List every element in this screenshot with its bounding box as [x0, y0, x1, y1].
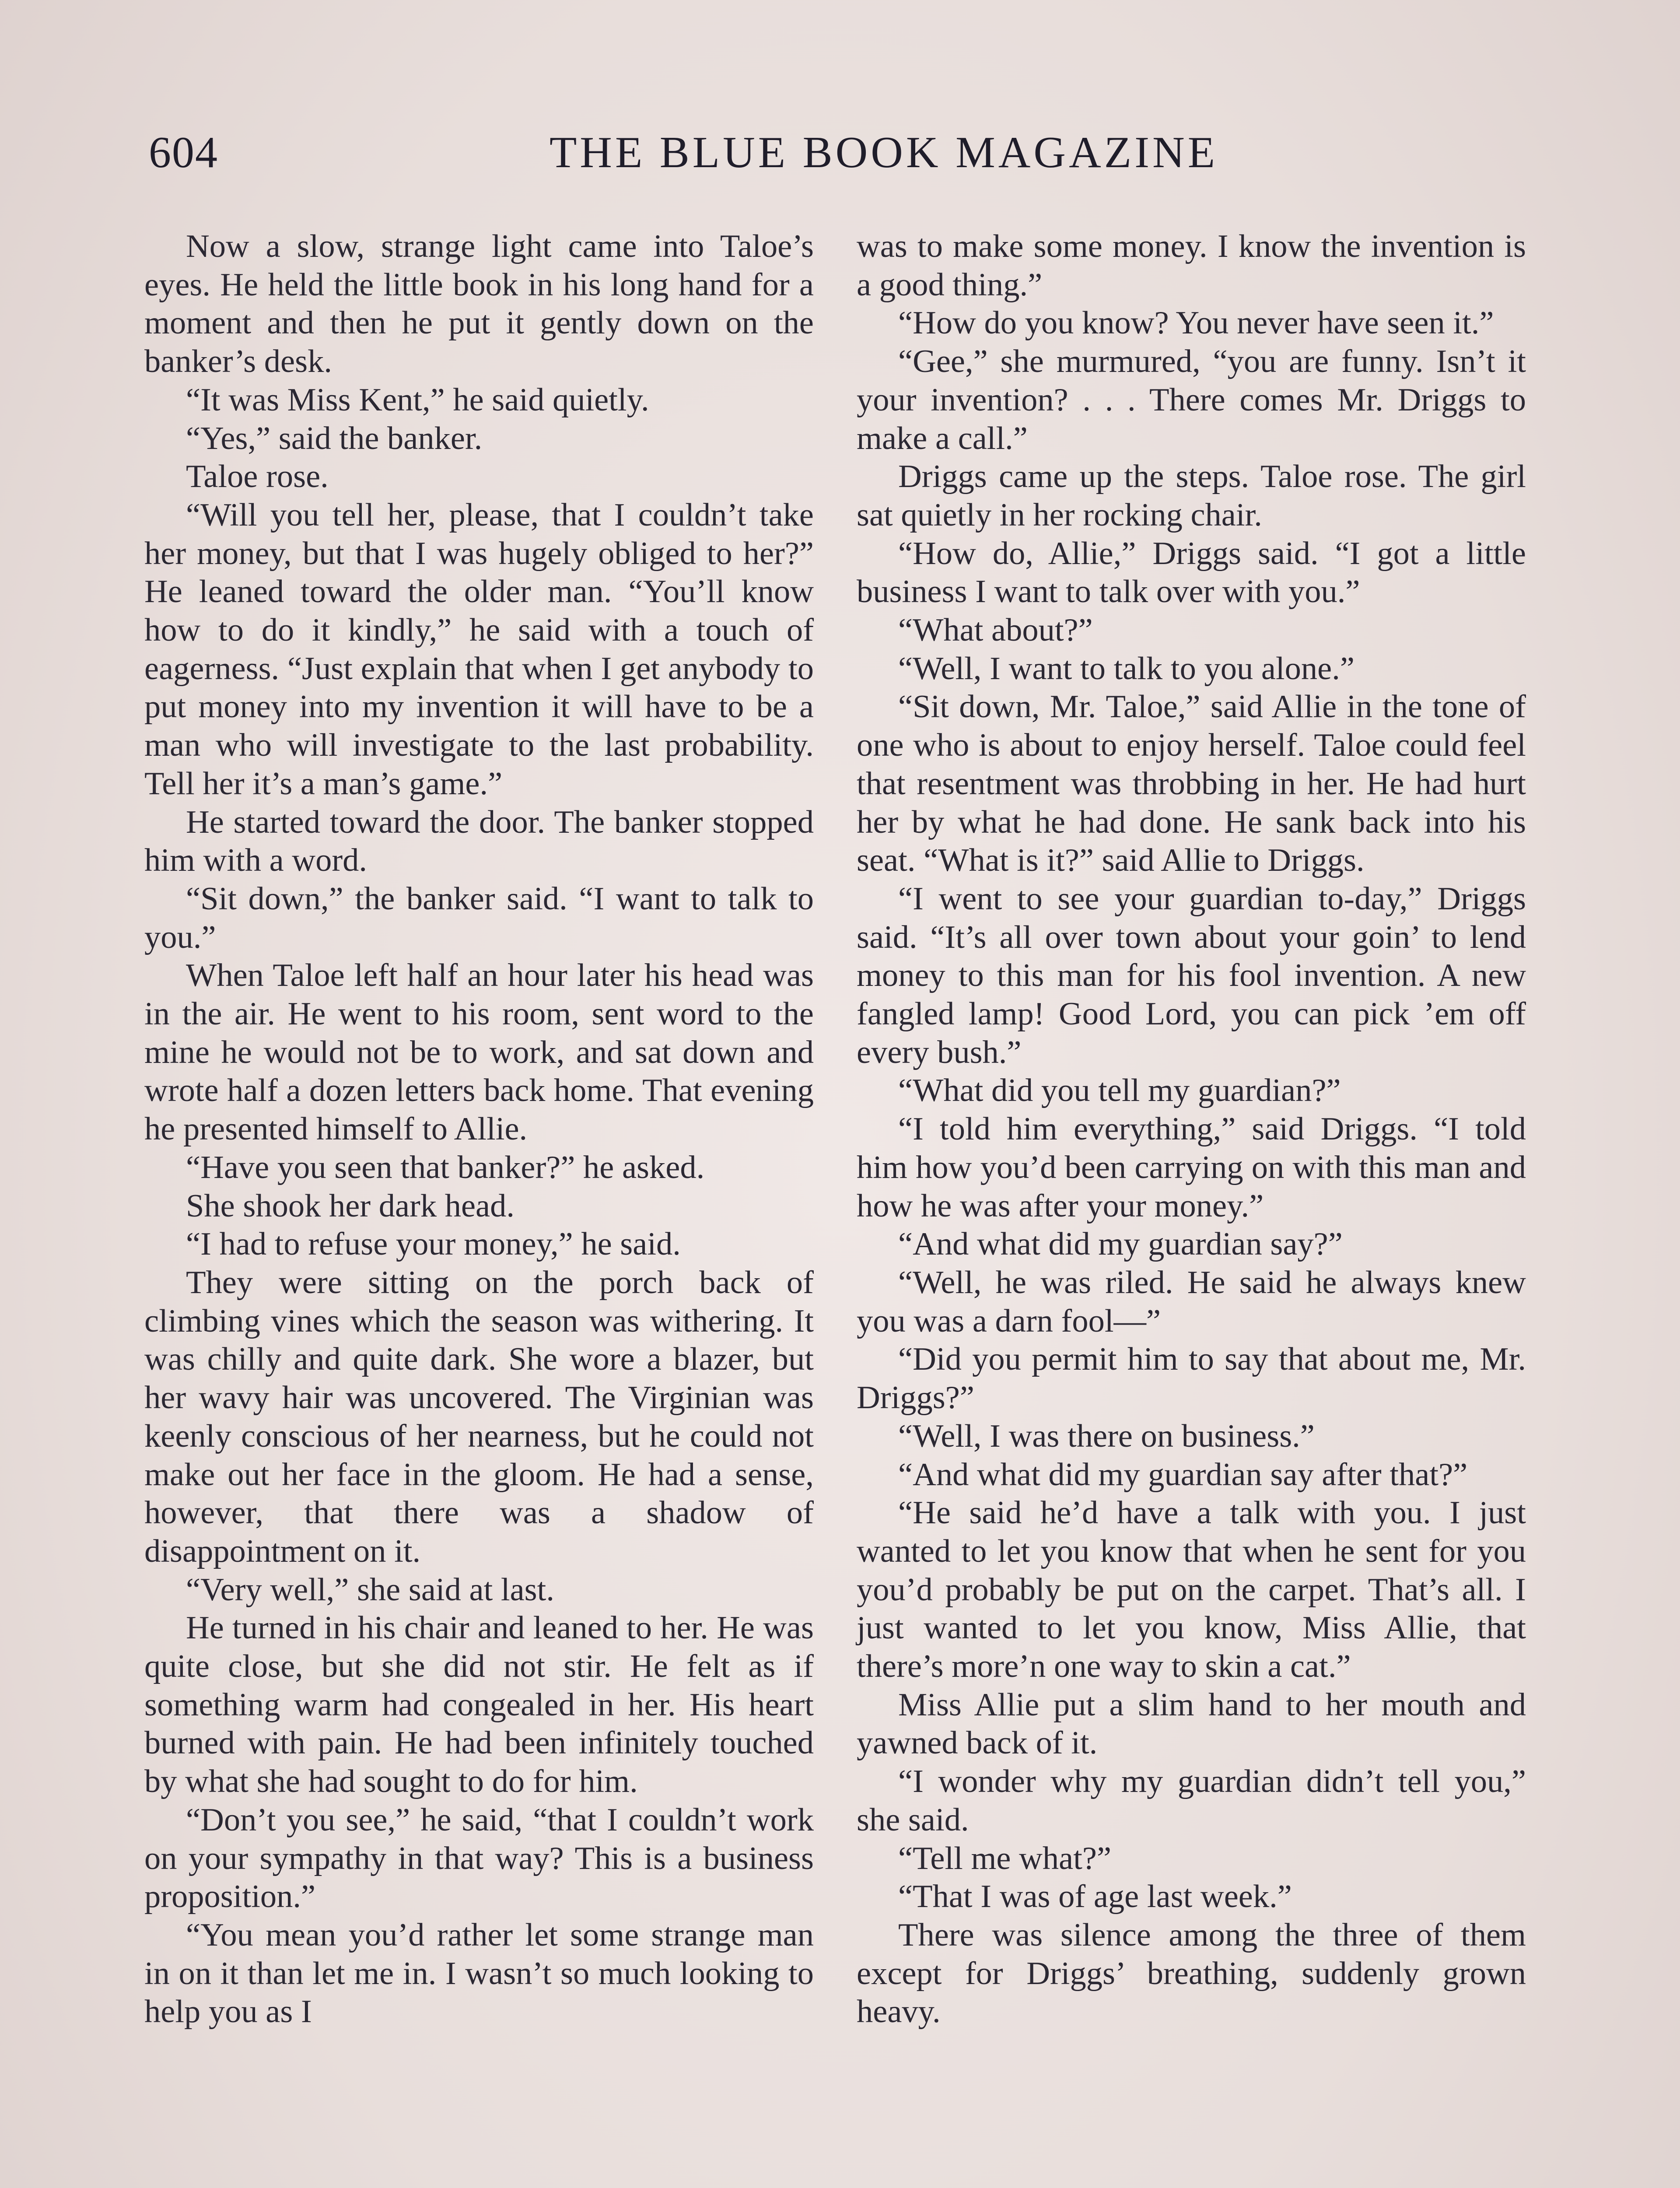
paragraph: Now a slow, strange light came into Taloe’s eyes. He held the little book in his long hand for a moment and then he put it gently down on the banker’s desk.: [144, 228, 814, 380]
paragraph: He started toward the door. The banker stopped him with a word.: [144, 804, 814, 879]
paragraph: There was silence among the three of them except for Driggs’ breathing, suddenly grown heavy.: [857, 1917, 1526, 2030]
page-number: 604: [149, 128, 218, 177]
paragraph: Driggs came up the steps. Taloe rose. The girl sat quietly in her rocking chair.: [857, 459, 1526, 533]
paragraph: “I went to see your guardian to-day,” Driggs said. “It’s all over town about your goin’ to lend money to this man for his fool invention. A new fangled lamp! Good Lord, you can pick ’em off every bush.”: [857, 880, 1526, 1070]
paragraph: She shook her dark head.: [186, 1188, 515, 1224]
paragraph: “And what did my guardian say after that?”: [898, 1456, 1468, 1493]
paragraph: “And what did my guardian say?”: [898, 1226, 1343, 1262]
paragraph: When Taloe left half an hour later his head was in the air. He went to his room, sent word to the mine he would not be to work, and sat down and wrote half a dozen letters back home. That evening he presented himself to Allie.: [144, 957, 814, 1147]
paragraph: “Well, I want to talk to you alone.”: [898, 650, 1354, 687]
running-title: THE BLUE BOOK MAGAZINE: [549, 128, 1218, 177]
paragraph: “How do, Allie,” Driggs said. “I got a little business I want to talk over with you.”: [857, 535, 1526, 610]
paragraph: “Very well,” she said at last.: [186, 1571, 554, 1608]
paragraph: “I had to refuse your money,” he said.: [186, 1226, 681, 1262]
paragraph: “He said he’d have a talk with you. I just wanted to let you know that when he sent for you you’d probably be put on the carpet. That’s all. I just wanted to let you know, Miss Allie, that there’s more’n one way to skin a cat.”: [857, 1495, 1526, 1685]
paragraph: “You mean you’d rather let some strange man in on it than let me in. I wasn’t so much looking to help you as I: [144, 1917, 814, 2030]
paragraph: Taloe rose.: [186, 459, 329, 495]
paragraph: “I wonder why my guardian didn’t tell you,” she said.: [857, 1764, 1526, 1838]
paragraph: “Tell me what?”: [898, 1840, 1112, 1876]
paragraph: “That I was of age last week.”: [898, 1879, 1292, 1915]
paragraph: “Sit down, Mr. Taloe,” said Allie in the tone of one who is about to enjoy herself. Taloe could feel that resentment was throbbing in her. He had hurt her by what he had done. He sank back into his seat. “What is it?” said Allie to Driggs.: [857, 689, 1526, 879]
paragraph: “Have you seen that banker?” he asked.: [186, 1149, 705, 1185]
paragraph: was to make some money. I know the invention is a good thing.”: [857, 228, 1526, 303]
paragraph: “Well, he was riled. He said he always knew you was a darn fool—”: [857, 1264, 1526, 1339]
paragraph: “I told him everything,” said Driggs. “I told him how you’d been carrying on with this man and how he was after your money.”: [857, 1111, 1526, 1224]
paragraph: They were sitting on the porch back of climbing vines which the season was withering. It was chilly and quite dark. She wore a blazer, but her wavy hair was uncovered. The Virginian was keenly conscious of her nearness, but he could not make out her face in the gloom. He had a sense, however, that there was a shadow of disappointment on it.: [144, 1264, 814, 1569]
paragraph: “How do you know? You never have seen it.”: [898, 305, 1494, 341]
right-text-column: [857, 228, 1526, 2031]
paragraph: “Well, I was there on business.”: [898, 1418, 1315, 1454]
paragraph: Miss Allie put a slim hand to her mouth and yawned back of it.: [857, 1687, 1526, 1761]
paragraph: “Sit down,” the banker said. “I want to talk to you.”: [144, 880, 814, 955]
paragraph: “Will you tell her, please, that I couldn’t take her money, but that I was hugely obliged to her?” He leaned toward the older man. “You’ll know how to do it kindly,” he said with a touch of eagerness. “Just explain that when I get anybody to put money into my invention it will have to be a man who will investigate to the last probability. Tell her it’s a man’s game.”: [144, 497, 814, 802]
paragraph: He turned in his chair and leaned to her. He was quite close, but she did not stir. He felt as if something warm had congealed in her. His heart burned with pain. He had been infinitely touched by what she had sought to do for him.: [144, 1610, 814, 1800]
left-text-column: [144, 228, 814, 2031]
page-header: [149, 127, 1531, 193]
paragraph: “Gee,” she murmured, “you are funny. Isn’t it your invention? . . . There comes Mr. Driggs to make a call.”: [857, 344, 1526, 456]
paragraph: “Don’t you see,” he said, “that I couldn’t work on your sympathy in that way? This is a business proposition.”: [144, 1802, 814, 1915]
paragraph: “What about?”: [898, 612, 1093, 649]
paragraph: “Yes,” said the banker.: [186, 420, 483, 456]
paragraph: “Did you permit him to say that about me, Mr. Driggs?”: [857, 1341, 1526, 1416]
paragraph: “It was Miss Kent,” he said quietly.: [186, 382, 649, 418]
paragraph: “What did you tell my guardian?”: [898, 1073, 1341, 1109]
